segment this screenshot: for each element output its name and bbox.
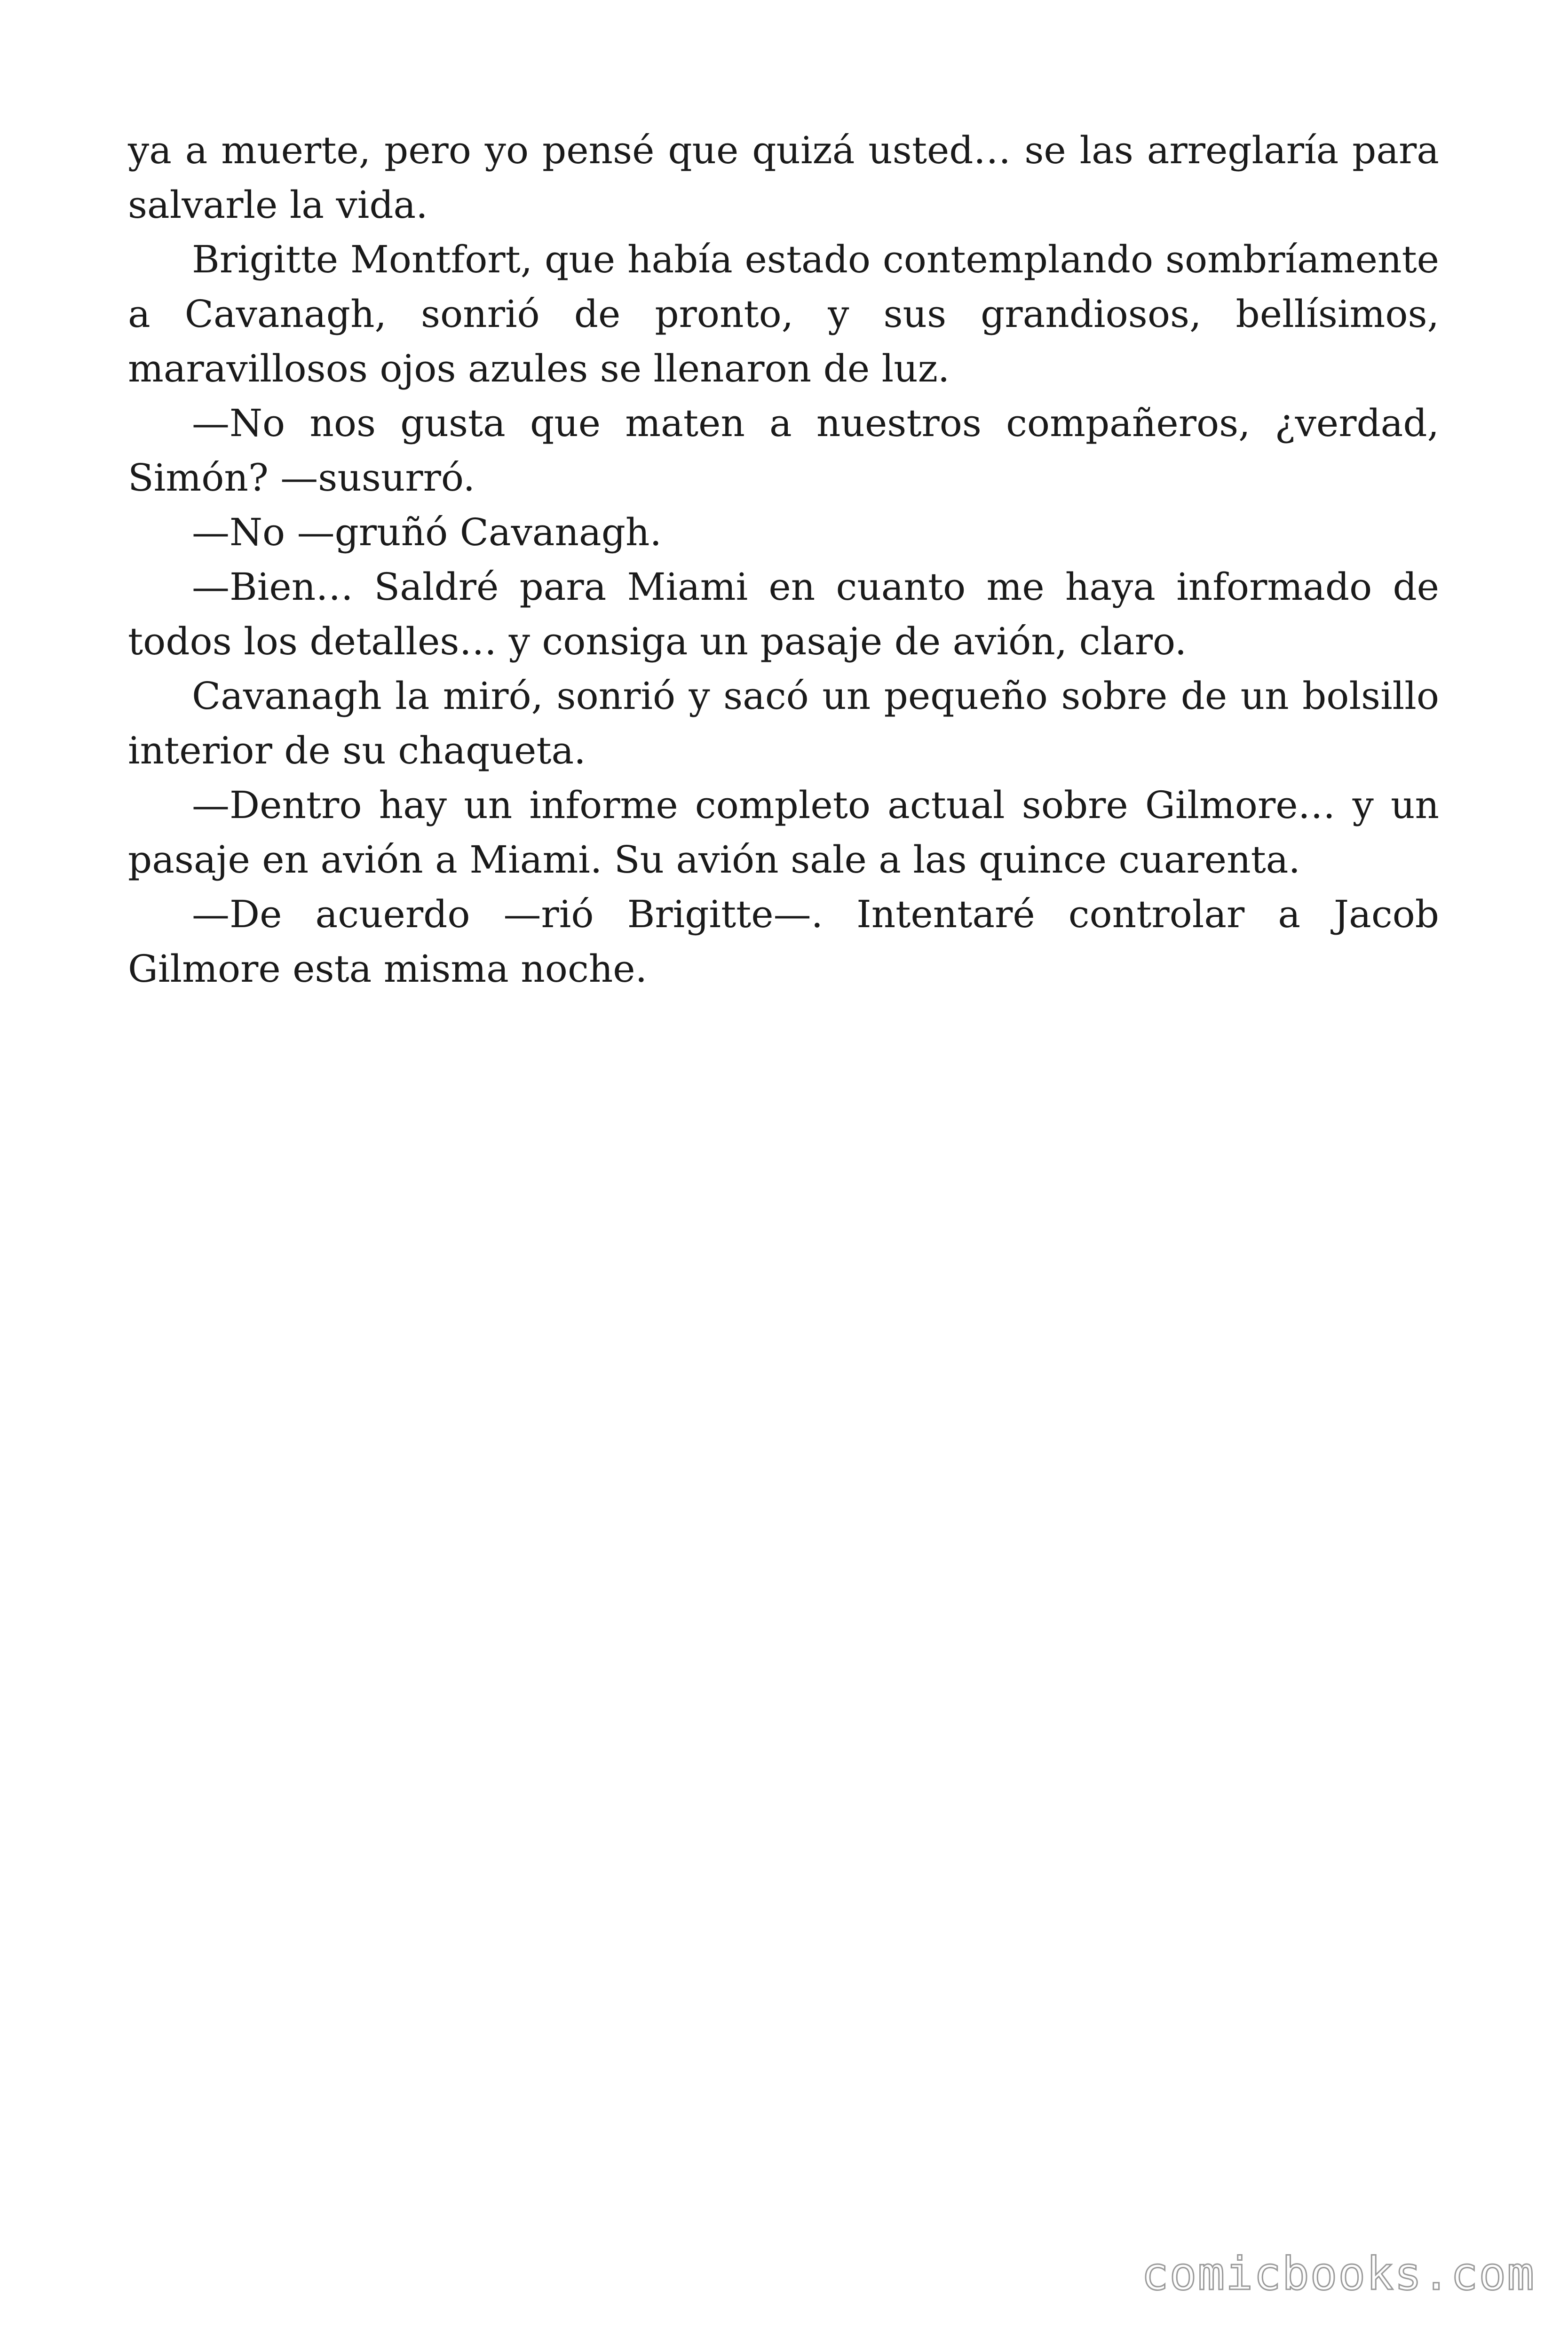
paragraph: Cavanagh la miró, sonrió y sacó un pequeño sobre de un bolsillo interior de su chaqueta.: [128, 674, 1439, 772]
paragraph: —De acuerdo —rió Brigitte—. Intentaré controlar a Jacob Gilmore esta misma noche.: [128, 892, 1439, 991]
paragraph: —Bien… Saldré para Miami en cuanto me haya informado de todos los detalles… y consiga un pasaje de avión, claro.: [128, 565, 1439, 663]
paragraph: Brigitte Montfort, que había estado contemplando sombríamente a Cavanagh, sonrió de pronto, y sus grandiosos, bellísimos, maravillosos ojos azules se llenaron de luz.: [128, 238, 1439, 390]
watermark: comicbooks.com: [1141, 2248, 1535, 2300]
paragraph: —Dentro hay un informe completo actual sobre Gilmore… y un pasaje en avión a Miami. Su avión sale a las quince cuarenta.: [128, 783, 1439, 882]
body-text: [128, 123, 1439, 996]
paragraph: —No nos gusta que maten a nuestros compañeros, ¿verdad, Simón? —susurró.: [128, 401, 1439, 500]
paragraph: —No —gruñó Cavanagh.: [192, 510, 662, 554]
paragraph: ya a muerte, pero yo pensé que quizá usted… se las arreglaría para salvarle la vida.: [128, 128, 1439, 227]
